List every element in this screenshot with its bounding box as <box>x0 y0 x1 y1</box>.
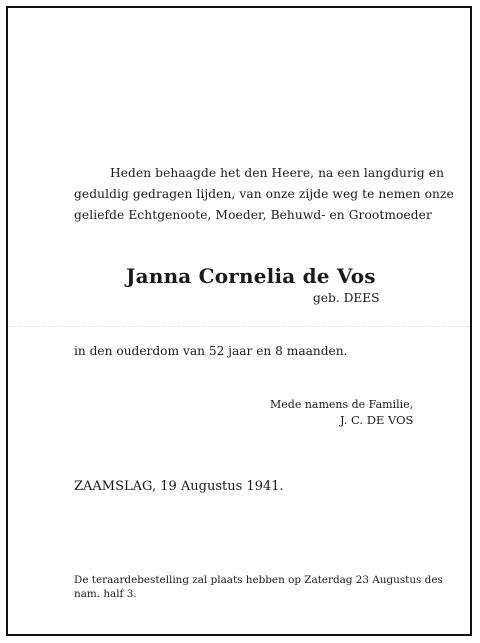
deceased-name: Janna Cornelia de Vos <box>126 264 376 288</box>
signer-name: J. C. DE VOS <box>340 413 414 427</box>
burial-line: De teraardebestelling zal plaats hebben op Zaterdag 23 Augustus des <box>74 574 443 586</box>
funeral-card <box>6 6 472 636</box>
intro-line: geduldig gedragen lijden, van onze zijde weg te nemen onze <box>74 187 454 201</box>
announcement-intro <box>74 163 454 226</box>
burial-notice <box>74 573 443 601</box>
intro-line: geliefde Echtgenoote, Moeder, Behuwd- en Grootmoeder <box>74 208 432 222</box>
age-text: in den ouderdom van 52 jaar en 8 maanden. <box>74 344 348 358</box>
intro-line: Heden behaagde het den Heere, na een langdurig en <box>110 166 445 180</box>
card-fold-line <box>8 326 470 327</box>
burial-line: nam. half 3. <box>74 588 137 600</box>
maiden-name: geb. DEES <box>313 291 380 305</box>
place-date: ZAAMSLAG, 19 Augustus 1941. <box>74 479 284 494</box>
family-text: Mede namens de Familie, <box>270 398 414 411</box>
